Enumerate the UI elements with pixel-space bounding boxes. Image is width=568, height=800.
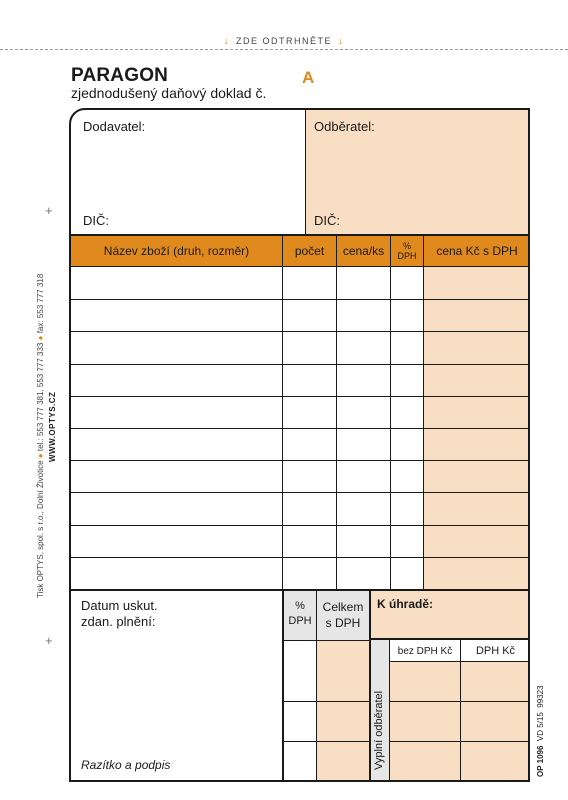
column-header-goods: Název zboží (druh, rozměr) bbox=[103, 244, 250, 258]
registration-mark: + bbox=[45, 633, 53, 648]
table-row[interactable] bbox=[71, 557, 530, 589]
divider bbox=[282, 236, 283, 589]
table-row[interactable] bbox=[71, 492, 530, 524]
tear-off-label: ↓ ZDE ODTRHNĚTE ↓ bbox=[0, 36, 568, 47]
date-label-2: zdan. plnění: bbox=[81, 614, 156, 629]
total-incl-vat-header-label: Celkem s DPH bbox=[322, 600, 364, 630]
customer-fills-label: Vyplní odběratel bbox=[373, 690, 385, 770]
table-row[interactable] bbox=[71, 396, 530, 428]
stamp-signature-label: Razítko a podpis bbox=[81, 758, 171, 772]
row-divider bbox=[71, 364, 530, 365]
document-subtitle: zjednodušený daňový doklad č. bbox=[71, 85, 267, 101]
row-divider bbox=[71, 460, 530, 461]
row-divider bbox=[71, 557, 530, 558]
divider bbox=[284, 701, 369, 702]
table-row[interactable] bbox=[71, 428, 530, 460]
amount-due-label: K úhradě: bbox=[377, 597, 434, 611]
divider bbox=[390, 236, 391, 589]
arrow-down-icon: ↓ bbox=[223, 36, 230, 47]
divider bbox=[369, 638, 530, 640]
column-header-unit-price: cena/ks bbox=[342, 244, 385, 258]
table-row[interactable] bbox=[71, 460, 530, 492]
supplier-label: Dodavatel: bbox=[83, 119, 146, 134]
divider bbox=[423, 236, 424, 589]
customer-label: Odběratel: bbox=[314, 119, 375, 134]
divider bbox=[460, 640, 461, 782]
column-header-quantity: počet bbox=[294, 244, 325, 258]
table-row[interactable] bbox=[71, 364, 530, 396]
divider bbox=[284, 741, 369, 742]
customer-tax-id-label: DIČ: bbox=[314, 213, 340, 228]
table-row[interactable] bbox=[71, 299, 530, 331]
column-header-price-incl-vat: cena Kč s DPH bbox=[436, 244, 518, 258]
printer-info: Tisk OPTYS, spol. s r.o., Dolní Životice ● tel.: 553 777 381, 553 777 333 ● fax: 553 777 318 bbox=[36, 273, 45, 598]
row-divider bbox=[71, 331, 530, 332]
divider bbox=[336, 236, 337, 589]
receipt-form bbox=[69, 108, 530, 782]
row-divider bbox=[71, 525, 530, 526]
copy-letter: A bbox=[302, 68, 315, 87]
row-divider bbox=[71, 428, 530, 429]
registration-mark: + bbox=[45, 203, 53, 218]
divider bbox=[284, 640, 369, 641]
tear-off-line bbox=[0, 49, 568, 50]
vat-rate-header-label: % DPH bbox=[288, 600, 312, 627]
row-divider bbox=[71, 299, 530, 300]
arrow-down-icon: ↓ bbox=[338, 36, 345, 47]
table-row[interactable] bbox=[71, 525, 530, 557]
product-code: OP 1096 VD 5/15 99323 bbox=[536, 685, 545, 777]
supplier-tax-id-label: DIČ: bbox=[83, 213, 109, 228]
vat-amount-header: DPH Kč bbox=[475, 645, 516, 657]
total-incl-vat-fill bbox=[317, 641, 369, 782]
row-divider bbox=[71, 396, 530, 397]
row-divider bbox=[71, 492, 530, 493]
column-header-vat-rate: % DPH bbox=[397, 241, 417, 261]
document-title: PARAGON bbox=[71, 65, 169, 86]
divider bbox=[305, 110, 306, 234]
date-label: Datum uskut. bbox=[81, 598, 158, 613]
printer-website: WWW.OPTYS.CZ bbox=[48, 391, 57, 462]
table-row[interactable] bbox=[71, 331, 530, 363]
excl-vat-header: bez DPH Kč bbox=[397, 646, 453, 657]
table-row[interactable] bbox=[71, 267, 530, 299]
